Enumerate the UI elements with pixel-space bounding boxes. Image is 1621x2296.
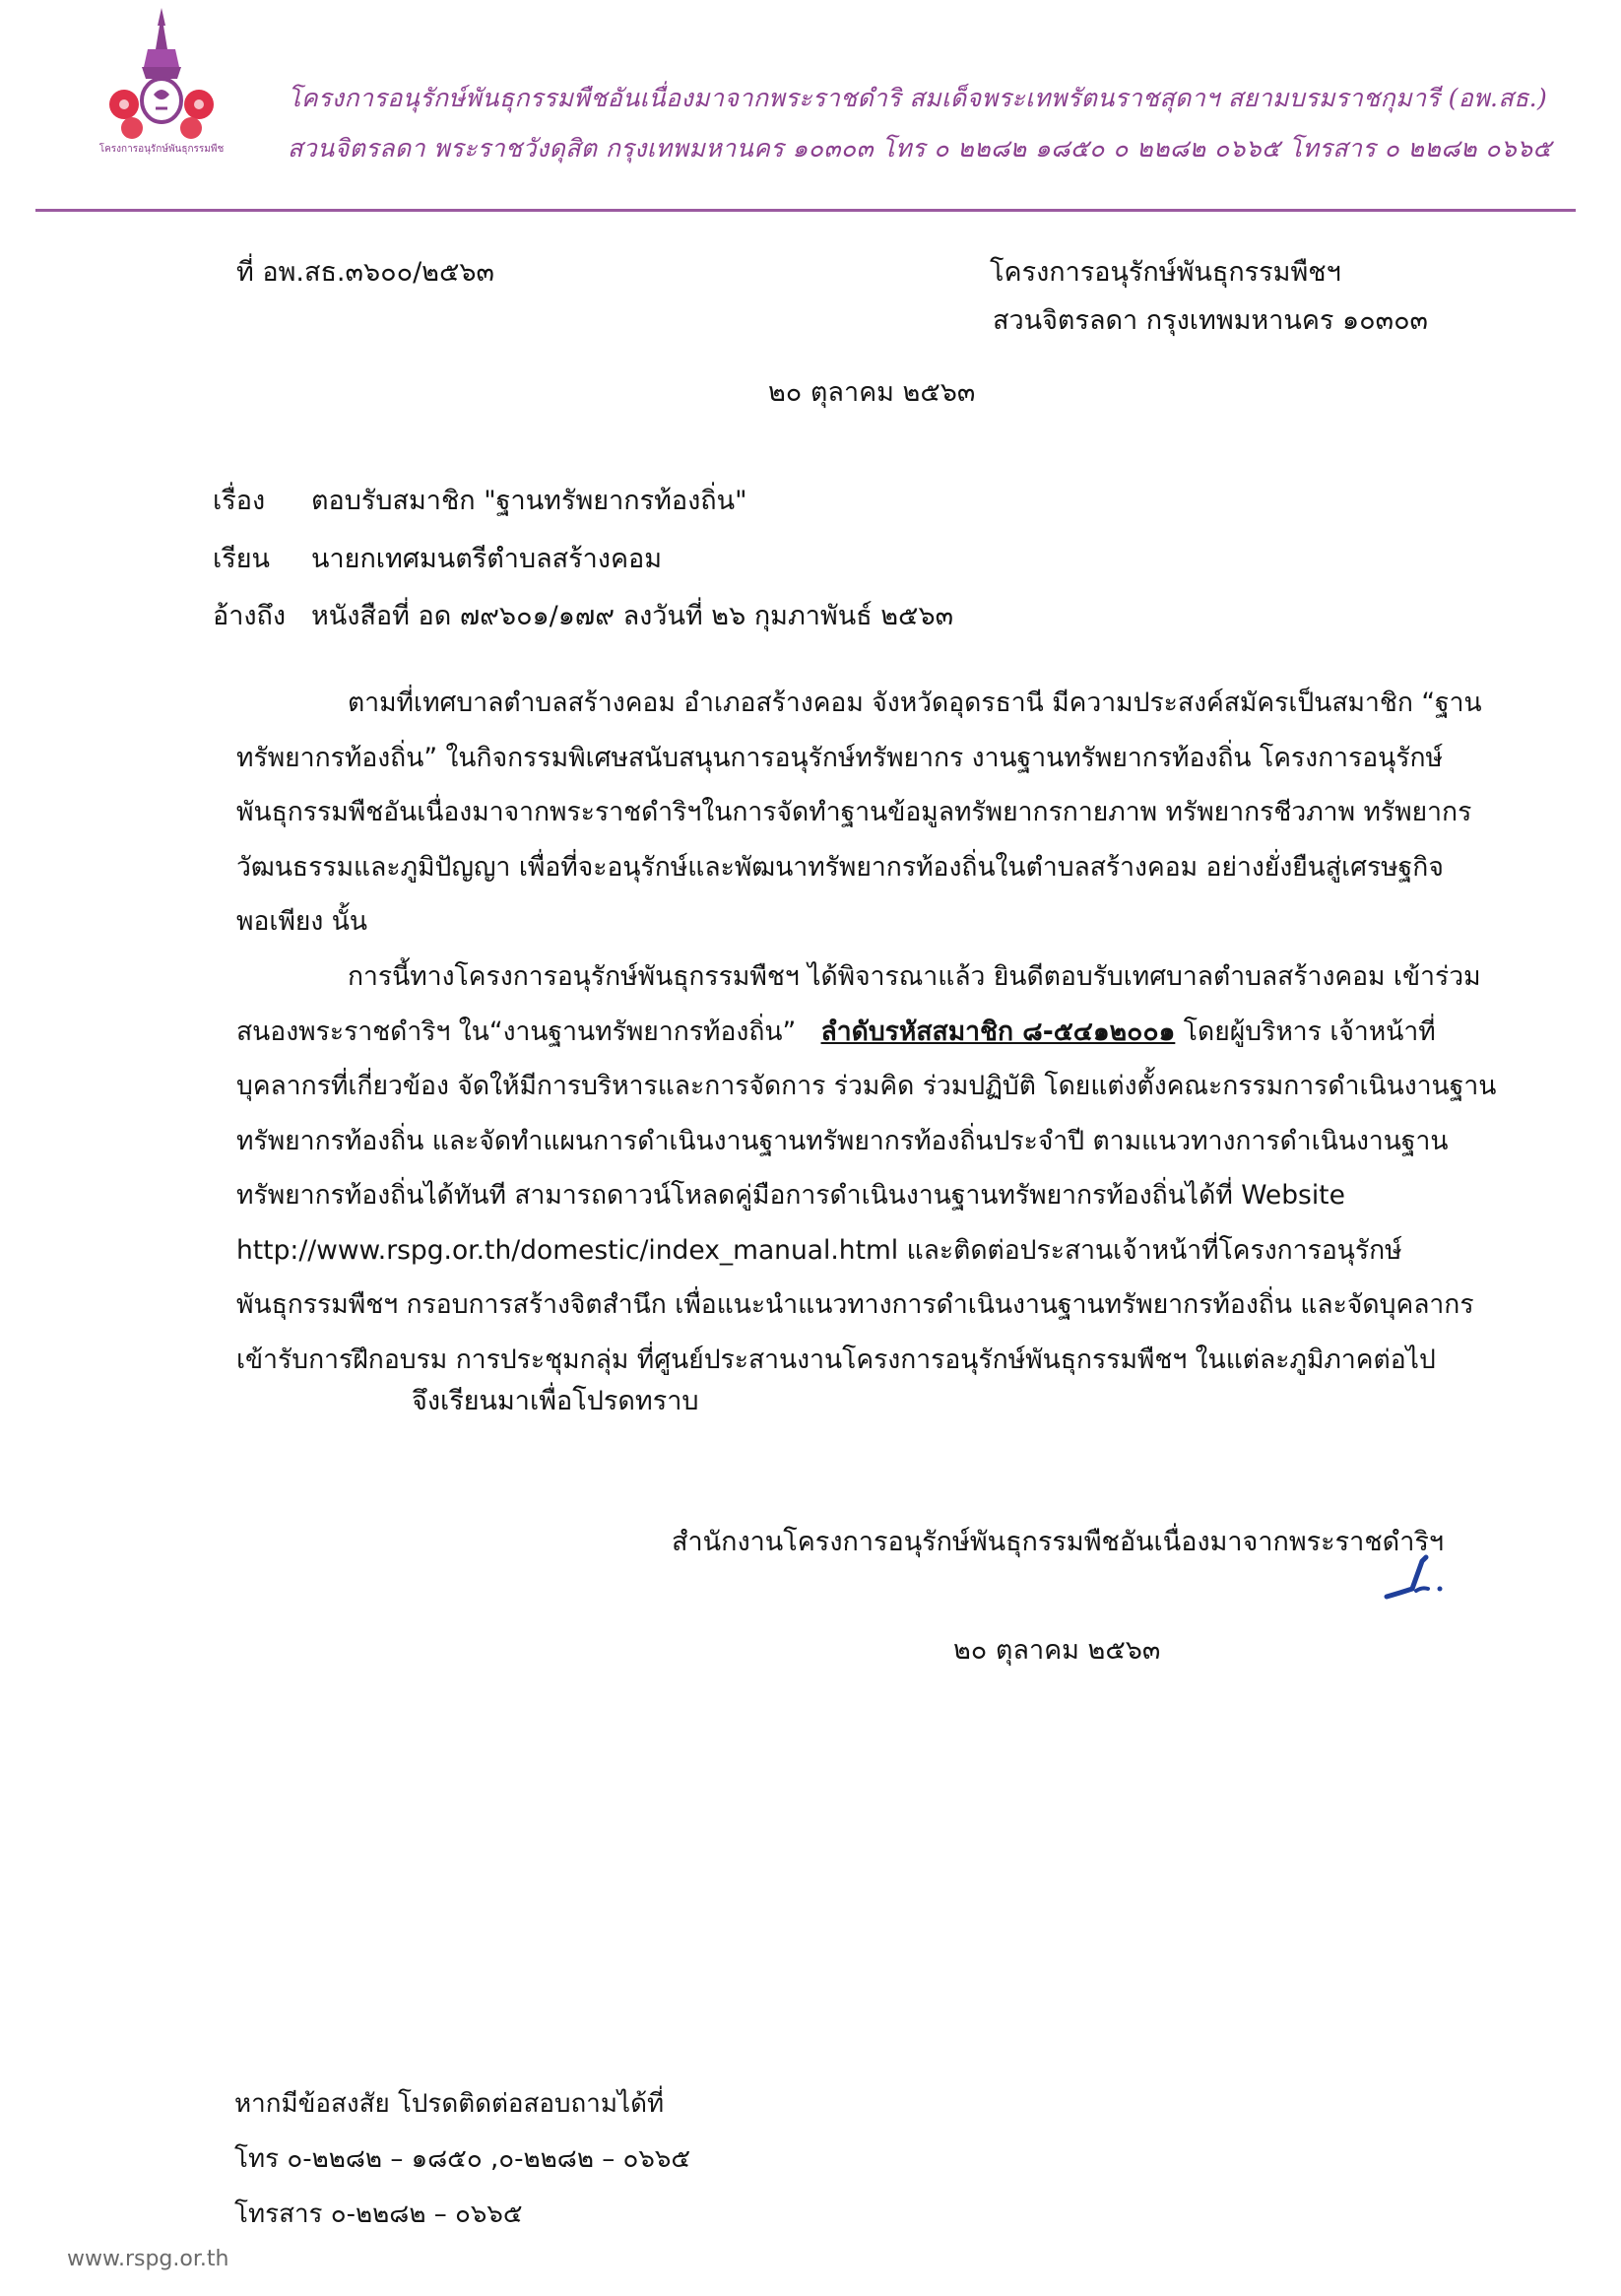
subject-line	[213, 482, 747, 521]
letter-date: ๒๐ ตุลาคม ๒๕๖๓	[768, 377, 976, 408]
sender-org: โครงการอนุรักษ์พันธุกรรมพืชฯ	[990, 257, 1341, 288]
subject-value: ตอบรับสมาชิก "ฐานทรัพยากรท้องถิ่น"	[311, 486, 747, 516]
recipient-line	[213, 540, 662, 579]
website-link[interactable]: www.rspg.or.th	[67, 2247, 229, 2271]
handwritten-signature-icon	[1379, 1532, 1458, 1610]
emblem-caption: โครงการอนุรักษ์พันธุกรรมพืช	[98, 144, 225, 155]
signature-date: ๒๐ ตุลาคม ๒๕๖๓	[953, 1635, 1161, 1666]
body-line: บุคลากรที่เกี่ยวข้อง จัดให้มีการบริหารและการจัดการ ร่วมคิด ร่วมปฏิบัติ โดยแต่งตั้งคณะกรรมการดำเนินงานฐาน	[236, 1071, 1497, 1101]
reference-number: ที่ อพ.สธ.๓๖๐๐/๒๕๖๓	[236, 257, 494, 288]
recipient-value: นายกเทศมนตรีตำบลสร้างคอม	[311, 544, 663, 574]
body-line: เข้ารับการฝึกอบรม การประชุมกลุ่ม ที่ศูนย์ประสานงานโครงการอนุรักษ์พันธุกรรมพืชฯ ในแต่ละภูมิภาคต่อไป	[236, 1344, 1436, 1375]
body-line: พอเพียง นั้น	[236, 906, 368, 937]
sender-address: สวนจิตรลดา กรุงเทพมหานคร ๑๐๓๐๓	[993, 305, 1429, 336]
body-line: ทรัพยากรท้องถิ่นได้ทันที สามารถดาวน์โหลดคู่มือการดำเนินงานฐานทรัพยากรท้องถิ่นได้ที่ Website	[236, 1180, 1345, 1211]
rspg-crown-emblem-icon	[98, 6, 225, 164]
body-line: วัฒนธรรมและภูมิปัญญา เพื่อที่จะอนุรักษ์และพัฒนาทรัพยากรท้องถิ่นในตำบลสร้างคอม อย่างยั่งยืนสู่เศรษฐกิจ	[236, 851, 1444, 883]
body-paragraph-1	[236, 676, 1507, 950]
body-line	[236, 1005, 1507, 1060]
signatory-org: สำนักงานโครงการอนุรักษ์พันธุกรรมพืชอันเนื่องมาจากพระราชดำริฯ	[672, 1527, 1445, 1557]
contact-fax: โทรสาร ๐-๒๒๘๒ – ๐๖๖๕	[234, 2199, 523, 2229]
body-text: สนองพระราชดำริฯ ใน“งานฐานทรัพยากรท้องถิ่น”	[236, 1016, 797, 1047]
contact-phone: โทร ๐-๒๒๘๒ – ๑๘๕๐ ,๐-๒๒๘๒ – ๐๖๖๕	[234, 2144, 691, 2174]
body-text: โดยผู้บริหาร เจ้าหน้าที่	[1183, 1016, 1436, 1047]
body-line: พันธุกรรมพืชอันเนื่องมาจากพระราชดำริฯในการจัดทำฐานข้อมูลทรัพยากรกายภาพ ทรัพยากรชีวภาพ ทรัพยากร	[236, 797, 1472, 827]
body-line: ทรัพยากรท้องถิ่น” ในกิจกรรมพิเศษสนับสนุนการอนุรักษ์ทรัพยากร งานฐานทรัพยากรท้องถิ่น โครงการอนุรักษ์	[236, 742, 1444, 773]
subject-label: เรื่อง	[213, 486, 266, 516]
reference-value: หนังสือที่ อด ๗๙๖๐๑/๑๗๙ ลงวันที่ ๒๖ กุมภาพันธ์ ๒๕๖๓	[311, 601, 954, 631]
letterhead-divider	[35, 209, 1576, 212]
body-line: ทรัพยากรท้องถิ่น และจัดทำแผนการดำเนินงานฐานทรัพยากรท้องถิ่นประจำปี ตามแนวทางการดำเนินงานฐาน	[236, 1125, 1449, 1156]
body-line: ตามที่เทศบาลตำบลสร้างคอม อำเภอสร้างคอม จังหวัดอุดรธานี มีความประสงค์สมัครเป็นสมาชิก “ฐาน	[348, 688, 1482, 718]
member-code: ลำดับรหัสสมาชิก ๘-๕๔๑๒๐๐๑	[820, 1016, 1176, 1047]
closing-line: จึงเรียนมาเพื่อโปรดทราบ	[412, 1386, 699, 1416]
body-line: การนี้ทางโครงการอนุรักษ์พันธุกรรมพืชฯ ได้พิจารณาแล้ว ยินดีตอบรับเทศบาลตำบลสร้างคอม เข้าร่วม	[348, 961, 1481, 992]
body-paragraph-2	[236, 950, 1507, 1387]
reference-label: อ้างถึง	[213, 601, 287, 631]
contact-intro: หากมีข้อสงสัย โปรดติดต่อสอบถามได้ที่	[234, 2089, 665, 2119]
letterhead-address: สวนจิตรลดา พระราชวังดุสิต กรุงเทพมหานคร ๑๐๓๐๓ โทร ๐ ๒๒๘๒ ๑๘๕๐ ๐ ๒๒๘๒ ๐๖๖๕ โทรสาร ๐ ๒๒๘๒ ๐๖๖๕	[288, 134, 1552, 163]
body-line: http://www.rspg.or.th/domestic/index_manual.html และติดต่อประสานเจ้าหน้าที่โครงการอนุรักษ์	[236, 1234, 1402, 1266]
letterhead-org-name: โครงการอนุรักษ์พันธุกรรมพืชอันเนื่องมาจากพระราชดำริ สมเด็จพระเทพรัตนราชสุดาฯ สยามบรมราชกุมารี (อพ.สธ.)	[288, 84, 1548, 112]
recipient-label: เรียน	[213, 544, 271, 574]
reference-line	[213, 597, 953, 636]
body-line: พันธุกรรมพืชฯ กรอบการสร้างจิตสำนึก เพื่อแนะนำแนวทางการดำเนินงานฐานทรัพยากรท้องถิ่น และจัดบุคลากร	[236, 1289, 1474, 1320]
